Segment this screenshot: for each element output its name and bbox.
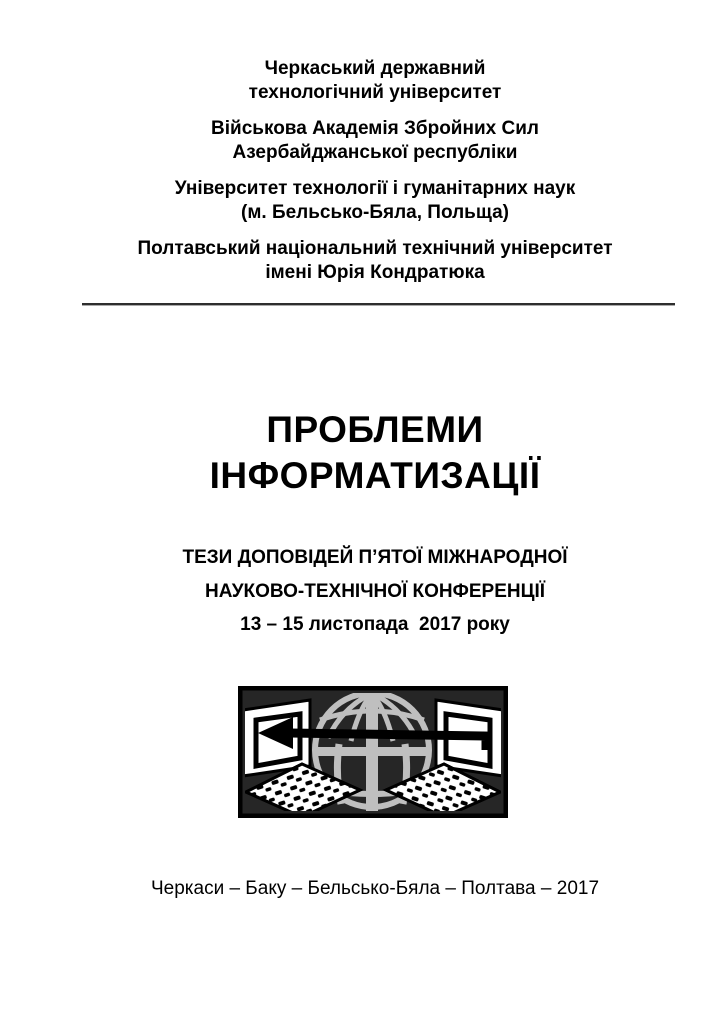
institution-line: Черкаський державний: [264, 58, 486, 79]
conference-dates: 13 – 15 листопада 2017 року: [240, 614, 510, 635]
institutions-block: [75, 57, 675, 297]
main-title: [75, 407, 675, 499]
institution-line: імені Юрія Кондратюка: [265, 261, 485, 283]
institution-bielsko-biala: [75, 177, 675, 224]
logo-graphic: [238, 686, 508, 818]
institution-line: Військова Академія Збройних Сил: [211, 118, 539, 139]
institution-line: технологічний університет: [248, 81, 502, 103]
institution-military-academy: [75, 117, 675, 164]
institution-poltava: [75, 237, 675, 284]
institution-line: Університет технології і гуманітарних наук: [174, 178, 576, 199]
subtitle-line: НАУКОВО-ТЕХНІЧНОЇ КОНФЕРЕНЦІЇ: [204, 580, 546, 602]
separator-rule: [82, 303, 675, 306]
title-line: ПРОБЛЕМИ: [266, 409, 484, 450]
institution-line: Азербайджанської республіки: [232, 141, 518, 163]
institution-line: (м. Бельсько-Бяла, Польща): [241, 201, 509, 223]
institution-cherkasy: [75, 57, 675, 104]
subtitle-block: [75, 541, 675, 642]
title-line: ІНФОРМАТИЗАЦІЇ: [209, 455, 541, 496]
computers-globe-network-logo: [238, 686, 508, 818]
footer-cities-year: Черкаси – Баку – Бельсько-Бяла – Полтава – 2017: [150, 878, 600, 899]
subtitle-line: ТЕЗИ ДОПОВІДЕЙ П’ЯТОЇ МІЖНАРОДНОЇ: [182, 547, 568, 568]
institution-line: Полтавський національний технічний університет: [137, 238, 613, 259]
